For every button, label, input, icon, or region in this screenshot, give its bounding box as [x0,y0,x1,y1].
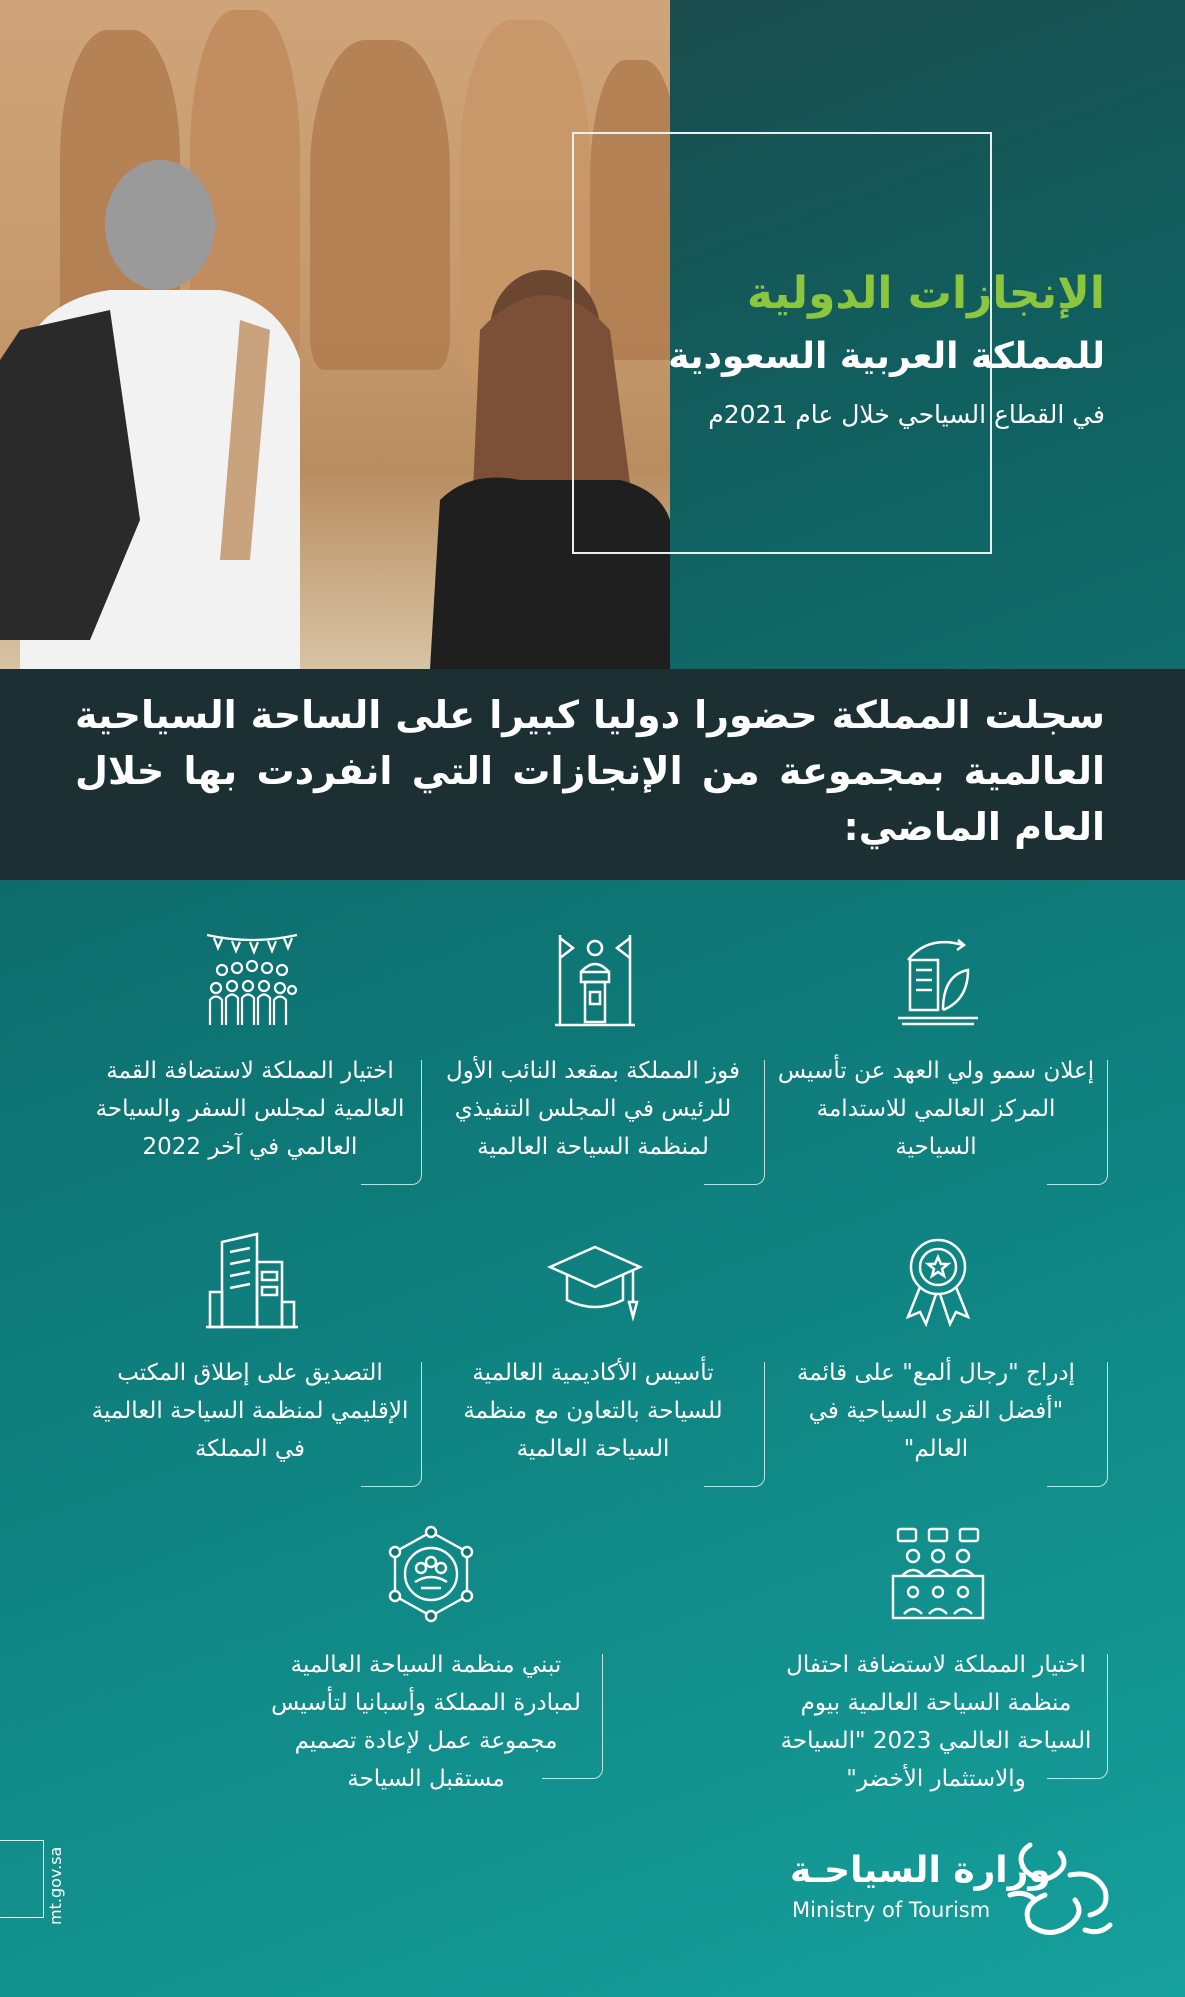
ministry-logo-icon [1000,1835,1120,1945]
achievement-item [768,1524,1108,1792]
item-bracket [361,1362,422,1487]
item-bracket [361,1060,422,1185]
tourists-illustration [0,0,670,669]
achievement-text: اختيار المملكة لاستضافة احتفال منظمة السياحة العالمية بيوم السياحة العالمي 2023 "السياحة والاستثمار الأخضر" [780,1652,1092,1792]
achievement-item [82,930,422,1190]
item-bracket [1047,1362,1108,1487]
achievement-text: التصديق على إطلاق المكتب الإقليمي لمنظمة السياحة العالمية في المملكة [91,1360,409,1462]
achievement-text: تبني منظمة السياحة العالمية لمبادرة المملكة وأسبانيا لتأسيس مجموعة عمل لإعادة تصميم مستقبل السياحة [271,1652,581,1792]
achievement-item [82,1232,422,1492]
side-box [0,1840,44,1918]
page-title: الإنجازات الدولية [746,268,1105,319]
page-caption: في القطاع السياحي خلال عام 2021م [708,400,1105,429]
item-bracket [704,1362,765,1487]
ministry-name-en: Ministry of Tourism [792,1898,991,1922]
summit-crowd-icon [202,930,302,1030]
podium-flags-icon [545,930,645,1030]
achievement-item [425,1232,765,1492]
achievement-text: إدراج "رجال ألمع" على قائمة "أفضل القرى السياحية في العالم" [797,1360,1075,1462]
page-subtitle: للمملكة العربية السعودية [668,336,1105,377]
sustainability-building-icon [888,930,988,1030]
achievement-text: فوز المملكة بمقعد النائب الأول للرئيس في المجلس التنفيذي لمنظمة السياحة العالمية [445,1058,741,1160]
ministry-name-ar: وزارة السياحـة [790,1850,1051,1891]
achievement-item [768,930,1108,1190]
achievement-item [425,930,765,1190]
intro-text: سجلت المملكة حضورا دوليا كبيرا على الساحة السياحية العالمية بمجموعة من الإنجازات التي انفردت بها خلال العام الماضي: [75,693,1105,849]
conference-icon [888,1524,988,1624]
website-link[interactable]: mt.gov.sa [46,1846,65,1925]
achievement-item [258,1524,603,1792]
network-group-icon [381,1524,481,1624]
item-bracket [542,1654,603,1779]
achievement-text: تأسيس الأكاديمية العالمية للسياحة بالتعاون مع منظمة السياحة العالمية [463,1360,723,1462]
intro-band [0,669,1185,880]
hero-photo [0,0,670,669]
item-bracket [1047,1060,1108,1185]
item-bracket [1047,1654,1108,1779]
achievement-text: إعلان سمو ولي العهد عن تأسيس المركز العالمي للاستدامة السياحية [777,1058,1095,1160]
achievement-text: اختيار المملكة لاستضافة القمة العالمية لمجلس السفر والسياحة العالمي في آخر 2022 [95,1058,405,1160]
award-ribbon-icon [888,1232,988,1332]
item-bracket [704,1060,765,1185]
achievement-item [768,1232,1108,1492]
graduation-cap-icon [545,1232,645,1332]
office-building-icon [202,1232,302,1332]
